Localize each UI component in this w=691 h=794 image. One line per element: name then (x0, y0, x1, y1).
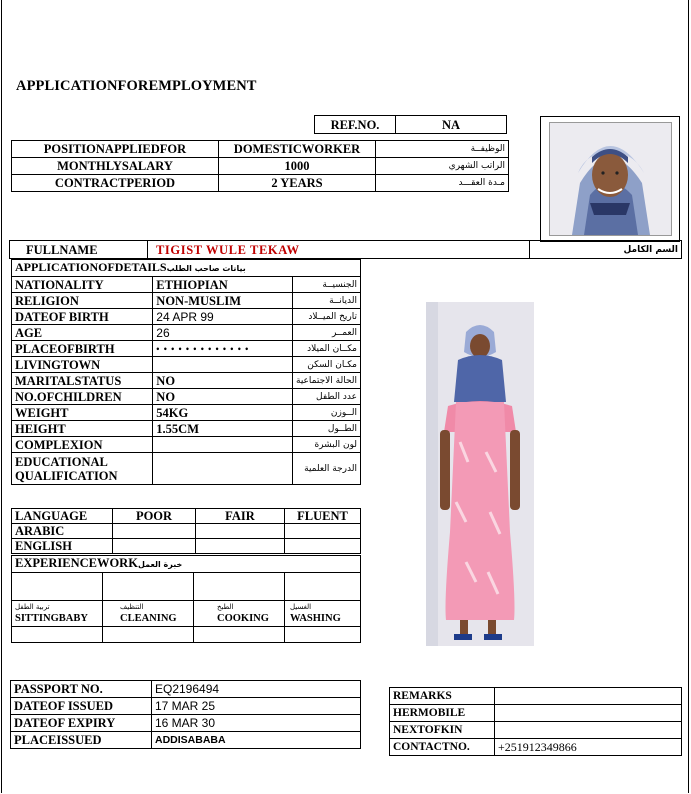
detail-ar: الدرجة العلمية (293, 453, 361, 485)
place-issued-label: PLACEISSUED (11, 732, 152, 749)
detail-ar: لون البشرة (293, 437, 361, 453)
table-row (12, 524, 361, 539)
salary-value: 1000 (219, 158, 376, 175)
skill-label: COOKING (217, 613, 269, 624)
table-row (390, 705, 682, 722)
detail-label: LIVINGTOWN (12, 357, 153, 373)
details-table (11, 259, 361, 485)
fullname-table (9, 240, 682, 259)
contact-label: CONTACTNO. (390, 739, 495, 756)
language-header: LANGUAGE (12, 509, 113, 524)
detail-label: NATIONALITY (12, 277, 153, 293)
table-row (12, 437, 361, 453)
detail-ar: تاريخ الميــلاد (293, 309, 361, 325)
table-row (12, 309, 361, 325)
ref-label: REF.NO. (315, 116, 396, 134)
language-arabic: ARABIC (12, 524, 113, 539)
detail-label: NO.OFCHILDREN (12, 389, 153, 405)
expiry-label: DATEOF EXPIRY (11, 715, 152, 732)
table-row (12, 325, 361, 341)
passport-table (10, 680, 361, 749)
table-row (12, 627, 361, 643)
detail-ar: الجنسيــة (293, 277, 361, 293)
detail-label: PLACEOFBIRTH (12, 341, 153, 357)
detail-label: COMPLEXION (12, 437, 153, 453)
detail-value: NON-MUSLIM (153, 293, 293, 309)
detail-value: 24 APR 99 (153, 309, 293, 325)
experience-header-row (12, 556, 361, 573)
portrait-photo (540, 116, 680, 242)
table-row (12, 373, 361, 389)
skill-label: SITTINGBABY (15, 613, 88, 624)
table-row (12, 421, 361, 437)
contract-label: CONTRACTPERIOD (12, 175, 219, 192)
detail-ar: الحالة الاجتماعية (293, 373, 361, 389)
fullname-label: FULLNAME (10, 241, 148, 259)
issue-label: DATEOF ISSUED (11, 698, 152, 715)
detail-value: ETHIOPIAN (153, 277, 293, 293)
experience-label-ar: خبرة العمل (137, 560, 183, 569)
position-table (11, 140, 509, 192)
mobile-value (495, 705, 682, 722)
fair-header: FAIR (196, 509, 285, 524)
table-row (390, 722, 682, 739)
table-row (12, 539, 361, 554)
language-english: ENGLISH (12, 539, 113, 554)
position-ar: الوظيفــة (376, 141, 509, 158)
detail-value (153, 453, 293, 485)
contact-value: +251912349866 (495, 739, 682, 756)
detail-value: NO (153, 389, 293, 405)
details-header-ar: بيانات صاحب الطلب (166, 264, 246, 273)
table-row (12, 389, 361, 405)
fullname-value: TIGIST WULE TEKAW (148, 241, 530, 259)
detail-value: • • • • • • • • • • • • • (153, 341, 293, 357)
table-row (12, 293, 361, 309)
skill-label: WASHING (290, 613, 341, 624)
issue-value: 17 MAR 25 (152, 698, 361, 715)
form-title: APPLICATIONFOREMPLOYMENT (16, 78, 257, 94)
expiry-value: 16 MAR 30 (152, 715, 361, 732)
experience-label: EXPERIENCEWORK (15, 556, 138, 570)
table-row (390, 688, 682, 705)
passport-label: PASSPORT NO. (11, 681, 152, 698)
detail-label: MARITALSTATUS (12, 373, 153, 389)
table-row (12, 573, 361, 601)
detail-value: 1.55CM (153, 421, 293, 437)
skills-row (12, 601, 361, 627)
detail-value: 54KG (153, 405, 293, 421)
table-row (11, 715, 361, 732)
table-row (390, 739, 682, 756)
position-value: DOMESTICWORKER (219, 141, 376, 158)
language-table (11, 508, 361, 554)
table-row (11, 698, 361, 715)
detail-ar: عدد الطفل (293, 389, 361, 405)
skill-label: CLEANING (120, 613, 177, 624)
ref-table (314, 115, 507, 134)
contract-ar: مـدة العقـــد (376, 175, 509, 192)
detail-label: AGE (12, 325, 153, 341)
skill-ar: تربية الطفل (15, 603, 50, 611)
contract-row (12, 175, 509, 192)
detail-value: NO (153, 373, 293, 389)
detail-value: 26 (153, 325, 293, 341)
table-row (12, 405, 361, 421)
full-body-photo (426, 302, 534, 646)
detail-ar: مكـان السكن (293, 357, 361, 373)
detail-label: EDUCATIONAL QUALIFICATION (12, 453, 153, 485)
skill-ar: الطبخ (217, 603, 234, 611)
place-issued-value: ADDISABABA (152, 732, 361, 749)
detail-label: HEIGHT (12, 421, 153, 437)
detail-value (153, 357, 293, 373)
skill-ar: الغسيل (290, 603, 312, 611)
table-row (12, 277, 361, 293)
table-row (11, 681, 361, 698)
contract-value: 2 YEARS (219, 175, 376, 192)
salary-ar: الراتب الشهري (376, 158, 509, 175)
details-header: APPLICATIONOFDETAILS (15, 260, 167, 274)
table-row (12, 357, 361, 373)
detail-ar: مكــان الميلاد (293, 341, 361, 357)
details-header-row (12, 260, 361, 277)
ref-value: NA (396, 116, 507, 134)
table-row (12, 341, 361, 357)
detail-label: RELIGION (12, 293, 153, 309)
mobile-label: HERMOBILE (390, 705, 495, 722)
kin-value (495, 722, 682, 739)
language-header-row (12, 509, 361, 524)
detail-ar: الــوزن (293, 405, 361, 421)
detail-label: WEIGHT (12, 405, 153, 421)
detail-value (153, 437, 293, 453)
remarks-table (389, 687, 682, 756)
poor-header: POOR (113, 509, 196, 524)
kin-label: NEXTOFKIN (390, 722, 495, 739)
skill-ar: التنظيف (120, 603, 144, 611)
salary-label: MONTHLYSALARY (12, 158, 219, 175)
fluent-header: FLUENT (285, 509, 361, 524)
detail-label: DATEOF BIRTH (12, 309, 153, 325)
detail-ar: الطــول (293, 421, 361, 437)
detail-ar: الديانــة (293, 293, 361, 309)
passport-value: EQ2196494 (152, 681, 361, 698)
fullname-ar: السم الكامل (530, 241, 682, 259)
remarks-label: REMARKS (390, 688, 495, 705)
table-row (12, 453, 361, 485)
position-label: POSITIONAPPLIEDFOR (12, 141, 219, 158)
salary-row (12, 158, 509, 175)
position-row (12, 141, 509, 158)
detail-ar: العمــر (293, 325, 361, 341)
remarks-value (495, 688, 682, 705)
experience-table (11, 555, 361, 643)
table-row (11, 732, 361, 749)
